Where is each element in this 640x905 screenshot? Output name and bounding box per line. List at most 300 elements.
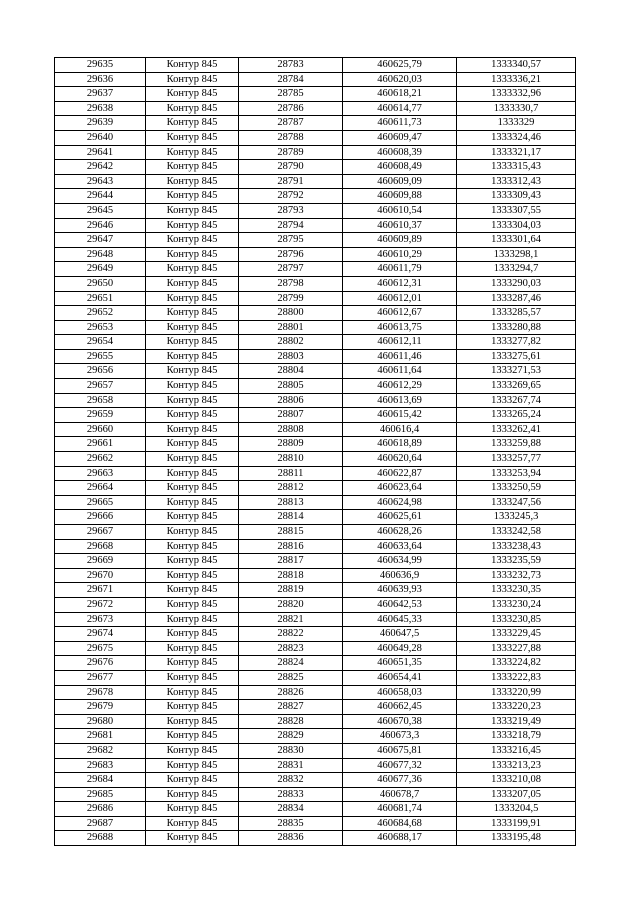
contour-name-cell: Контур 845 (146, 422, 239, 437)
x-coordinate-cell: 460612,67 (343, 306, 457, 321)
table-row (55, 349, 576, 364)
x-coordinate-cell: 460612,29 (343, 379, 457, 394)
x-coordinate-cell: 460609,89 (343, 233, 457, 248)
contour-name-cell: Контур 845 (146, 101, 239, 116)
x-coordinate-cell: 460612,01 (343, 291, 457, 306)
y-coordinate-cell: 1333250,59 (457, 481, 576, 496)
contour-name-cell: Контур 845 (146, 130, 239, 145)
contour-name-cell: Контур 845 (146, 831, 239, 846)
y-coordinate-cell: 1333280,88 (457, 320, 576, 335)
x-coordinate-cell: 460681,74 (343, 802, 457, 817)
contour-name-cell: Контур 845 (146, 72, 239, 87)
vertex-number-cell: 28828 (239, 714, 343, 729)
table-row (55, 714, 576, 729)
x-coordinate-cell: 460613,75 (343, 320, 457, 335)
x-coordinate-cell: 460678,7 (343, 787, 457, 802)
point-number-cell: 29639 (55, 116, 146, 131)
y-coordinate-cell: 1333298,1 (457, 247, 576, 262)
table-row (55, 422, 576, 437)
vertex-number-cell: 28814 (239, 510, 343, 525)
x-coordinate-cell: 460609,88 (343, 189, 457, 204)
point-number-cell: 29651 (55, 291, 146, 306)
contour-name-cell: Контур 845 (146, 758, 239, 773)
point-number-cell: 29641 (55, 145, 146, 160)
y-coordinate-cell: 1333275,61 (457, 349, 576, 364)
point-number-cell: 29649 (55, 262, 146, 277)
point-number-cell: 29654 (55, 335, 146, 350)
point-number-cell: 29671 (55, 583, 146, 598)
y-coordinate-cell: 1333309,43 (457, 189, 576, 204)
y-coordinate-cell: 1333207,05 (457, 787, 576, 802)
point-number-cell: 29670 (55, 568, 146, 583)
y-coordinate-cell: 1333204,5 (457, 802, 576, 817)
point-number-cell: 29643 (55, 174, 146, 189)
y-coordinate-cell: 1333287,46 (457, 291, 576, 306)
point-number-cell: 29645 (55, 203, 146, 218)
point-number-cell: 29640 (55, 130, 146, 145)
x-coordinate-cell: 460609,47 (343, 130, 457, 145)
table-row (55, 452, 576, 467)
table-row (55, 787, 576, 802)
table-row (55, 481, 576, 496)
y-coordinate-cell: 1333238,43 (457, 539, 576, 554)
contour-name-cell: Контур 845 (146, 510, 239, 525)
x-coordinate-cell: 460609,09 (343, 174, 457, 189)
contour-name-cell: Контур 845 (146, 714, 239, 729)
point-number-cell: 29642 (55, 160, 146, 175)
vertex-number-cell: 28827 (239, 700, 343, 715)
table-row (55, 203, 576, 218)
point-number-cell: 29655 (55, 349, 146, 364)
contour-name-cell: Контур 845 (146, 262, 239, 277)
contour-name-cell: Контур 845 (146, 641, 239, 656)
y-coordinate-cell: 1333245,3 (457, 510, 576, 525)
y-coordinate-cell: 1333267,74 (457, 393, 576, 408)
contour-name-cell: Контур 845 (146, 233, 239, 248)
y-coordinate-cell: 1333321,17 (457, 145, 576, 160)
x-coordinate-cell: 460677,36 (343, 773, 457, 788)
vertex-number-cell: 28817 (239, 554, 343, 569)
point-number-cell: 29673 (55, 612, 146, 627)
y-coordinate-cell: 1333220,23 (457, 700, 576, 715)
y-coordinate-cell: 1333312,43 (457, 174, 576, 189)
x-coordinate-cell: 460642,53 (343, 597, 457, 612)
contour-name-cell: Контур 845 (146, 364, 239, 379)
point-number-cell: 29644 (55, 189, 146, 204)
table-row (55, 233, 576, 248)
y-coordinate-cell: 1333265,24 (457, 408, 576, 423)
contour-name-cell: Контур 845 (146, 335, 239, 350)
x-coordinate-cell: 460654,41 (343, 670, 457, 685)
y-coordinate-cell: 1333213,23 (457, 758, 576, 773)
vertex-number-cell: 28816 (239, 539, 343, 554)
table-row (55, 116, 576, 131)
point-number-cell: 29681 (55, 729, 146, 744)
y-coordinate-cell: 1333247,56 (457, 495, 576, 510)
point-number-cell: 29662 (55, 452, 146, 467)
vertex-number-cell: 28819 (239, 583, 343, 598)
x-coordinate-cell: 460647,5 (343, 627, 457, 642)
vertex-number-cell: 28831 (239, 758, 343, 773)
y-coordinate-cell: 1333224,82 (457, 656, 576, 671)
table-row (55, 379, 576, 394)
table-row (55, 831, 576, 846)
contour-name-cell: Контур 845 (146, 160, 239, 175)
table-row (55, 291, 576, 306)
y-coordinate-cell: 1333210,08 (457, 773, 576, 788)
contour-name-cell: Контур 845 (146, 656, 239, 671)
table-row (55, 729, 576, 744)
contour-name-cell: Контур 845 (146, 525, 239, 540)
y-coordinate-cell: 1333262,41 (457, 422, 576, 437)
y-coordinate-cell: 1333230,35 (457, 583, 576, 598)
point-number-cell: 29679 (55, 700, 146, 715)
table-row (55, 335, 576, 350)
point-number-cell: 29669 (55, 554, 146, 569)
vertex-number-cell: 28783 (239, 58, 343, 73)
contour-name-cell: Контур 845 (146, 174, 239, 189)
contour-name-cell: Контур 845 (146, 189, 239, 204)
y-coordinate-cell: 1333271,53 (457, 364, 576, 379)
point-number-cell: 29682 (55, 743, 146, 758)
point-number-cell: 29635 (55, 58, 146, 73)
vertex-number-cell: 28823 (239, 641, 343, 656)
vertex-number-cell: 28788 (239, 130, 343, 145)
y-coordinate-cell: 1333199,91 (457, 816, 576, 831)
vertex-number-cell: 28832 (239, 773, 343, 788)
table-row (55, 816, 576, 831)
y-coordinate-cell: 1333304,03 (457, 218, 576, 233)
table-row (55, 583, 576, 598)
point-number-cell: 29685 (55, 787, 146, 802)
contour-name-cell: Контур 845 (146, 481, 239, 496)
x-coordinate-cell: 460613,69 (343, 393, 457, 408)
table-row (55, 408, 576, 423)
vertex-number-cell: 28829 (239, 729, 343, 744)
vertex-number-cell: 28810 (239, 452, 343, 467)
contour-name-cell: Контур 845 (146, 597, 239, 612)
y-coordinate-cell: 1333216,45 (457, 743, 576, 758)
point-number-cell: 29657 (55, 379, 146, 394)
y-coordinate-cell: 1333301,64 (457, 233, 576, 248)
contour-name-cell: Контур 845 (146, 393, 239, 408)
point-number-cell: 29684 (55, 773, 146, 788)
vertex-number-cell: 28805 (239, 379, 343, 394)
vertex-number-cell: 28824 (239, 656, 343, 671)
vertex-number-cell: 28801 (239, 320, 343, 335)
point-number-cell: 29667 (55, 525, 146, 540)
y-coordinate-cell: 1333227,88 (457, 641, 576, 656)
contour-name-cell: Контур 845 (146, 276, 239, 291)
x-coordinate-cell: 460670,38 (343, 714, 457, 729)
x-coordinate-cell: 460620,64 (343, 452, 457, 467)
vertex-number-cell: 28792 (239, 189, 343, 204)
x-coordinate-cell: 460611,73 (343, 116, 457, 131)
x-coordinate-cell: 460649,28 (343, 641, 457, 656)
vertex-number-cell: 28812 (239, 481, 343, 496)
x-coordinate-cell: 460622,87 (343, 466, 457, 481)
y-coordinate-cell: 1333294,7 (457, 262, 576, 277)
vertex-number-cell: 28802 (239, 335, 343, 350)
contour-name-cell: Контур 845 (146, 58, 239, 73)
contour-name-cell: Контур 845 (146, 452, 239, 467)
contour-name-cell: Контур 845 (146, 408, 239, 423)
table-row (55, 364, 576, 379)
table-row (55, 160, 576, 175)
vertex-number-cell: 28787 (239, 116, 343, 131)
point-number-cell: 29637 (55, 87, 146, 102)
point-number-cell: 29687 (55, 816, 146, 831)
vertex-number-cell: 28811 (239, 466, 343, 481)
point-number-cell: 29638 (55, 101, 146, 116)
x-coordinate-cell: 460645,33 (343, 612, 457, 627)
contour-name-cell: Контур 845 (146, 116, 239, 131)
contour-name-cell: Контур 845 (146, 87, 239, 102)
table-row (55, 437, 576, 452)
vertex-number-cell: 28789 (239, 145, 343, 160)
contour-name-cell: Контур 845 (146, 729, 239, 744)
y-coordinate-cell: 1333195,48 (457, 831, 576, 846)
y-coordinate-cell: 1333259,88 (457, 437, 576, 452)
contour-name-cell: Контур 845 (146, 773, 239, 788)
contour-name-cell: Контур 845 (146, 583, 239, 598)
y-coordinate-cell: 1333330,7 (457, 101, 576, 116)
vertex-number-cell: 28822 (239, 627, 343, 642)
contour-name-cell: Контур 845 (146, 291, 239, 306)
x-coordinate-cell: 460688,17 (343, 831, 457, 846)
vertex-number-cell: 28784 (239, 72, 343, 87)
vertex-number-cell: 28807 (239, 408, 343, 423)
vertex-number-cell: 28833 (239, 787, 343, 802)
point-number-cell: 29672 (55, 597, 146, 612)
x-coordinate-cell: 460608,49 (343, 160, 457, 175)
x-coordinate-cell: 460611,79 (343, 262, 457, 277)
table-row (55, 466, 576, 481)
table-row (55, 627, 576, 642)
point-number-cell: 29676 (55, 656, 146, 671)
vertex-number-cell: 28836 (239, 831, 343, 846)
contour-name-cell: Контур 845 (146, 218, 239, 233)
y-coordinate-cell: 1333242,58 (457, 525, 576, 540)
table-row (55, 641, 576, 656)
x-coordinate-cell: 460614,77 (343, 101, 457, 116)
table-row (55, 393, 576, 408)
x-coordinate-cell: 460675,81 (343, 743, 457, 758)
vertex-number-cell: 28820 (239, 597, 343, 612)
table-row (55, 495, 576, 510)
vertex-number-cell: 28834 (239, 802, 343, 817)
x-coordinate-cell: 460628,26 (343, 525, 457, 540)
contour-name-cell: Контур 845 (146, 203, 239, 218)
table-row (55, 58, 576, 73)
x-coordinate-cell: 460610,37 (343, 218, 457, 233)
contour-name-cell: Контур 845 (146, 320, 239, 335)
y-coordinate-cell: 1333235,59 (457, 554, 576, 569)
x-coordinate-cell: 460611,64 (343, 364, 457, 379)
table-row (55, 247, 576, 262)
x-coordinate-cell: 460618,89 (343, 437, 457, 452)
x-coordinate-cell: 460625,79 (343, 58, 457, 73)
y-coordinate-cell: 1333257,77 (457, 452, 576, 467)
table-row (55, 758, 576, 773)
point-number-cell: 29660 (55, 422, 146, 437)
contour-name-cell: Контур 845 (146, 437, 239, 452)
point-number-cell: 29665 (55, 495, 146, 510)
vertex-number-cell: 28815 (239, 525, 343, 540)
x-coordinate-cell: 460662,45 (343, 700, 457, 715)
contour-name-cell: Контур 845 (146, 306, 239, 321)
y-coordinate-cell: 1333277,82 (457, 335, 576, 350)
contour-name-cell: Контур 845 (146, 787, 239, 802)
table-row (55, 743, 576, 758)
vertex-number-cell: 28804 (239, 364, 343, 379)
y-coordinate-cell: 1333218,79 (457, 729, 576, 744)
x-coordinate-cell: 460623,64 (343, 481, 457, 496)
vertex-number-cell: 28791 (239, 174, 343, 189)
x-coordinate-cell: 460651,35 (343, 656, 457, 671)
x-coordinate-cell: 460673,3 (343, 729, 457, 744)
vertex-number-cell: 28825 (239, 670, 343, 685)
x-coordinate-cell: 460611,46 (343, 349, 457, 364)
vertex-number-cell: 28818 (239, 568, 343, 583)
table-row (55, 218, 576, 233)
point-number-cell: 29658 (55, 393, 146, 408)
x-coordinate-cell: 460677,32 (343, 758, 457, 773)
contour-name-cell: Контур 845 (146, 554, 239, 569)
contour-name-cell: Контур 845 (146, 539, 239, 554)
y-coordinate-cell: 1333232,73 (457, 568, 576, 583)
vertex-number-cell: 28803 (239, 349, 343, 364)
vertex-number-cell: 28830 (239, 743, 343, 758)
y-coordinate-cell: 1333285,57 (457, 306, 576, 321)
point-number-cell: 29668 (55, 539, 146, 554)
vertex-number-cell: 28813 (239, 495, 343, 510)
contour-name-cell: Контур 845 (146, 670, 239, 685)
table-row (55, 597, 576, 612)
point-number-cell: 29656 (55, 364, 146, 379)
table-row (55, 539, 576, 554)
contour-name-cell: Контур 845 (146, 466, 239, 481)
point-number-cell: 29664 (55, 481, 146, 496)
y-coordinate-cell: 1333340,57 (457, 58, 576, 73)
vertex-number-cell: 28786 (239, 101, 343, 116)
contour-name-cell: Контур 845 (146, 816, 239, 831)
x-coordinate-cell: 460639,93 (343, 583, 457, 598)
vertex-number-cell: 28835 (239, 816, 343, 831)
point-number-cell: 29683 (55, 758, 146, 773)
contour-name-cell: Контур 845 (146, 627, 239, 642)
vertex-number-cell: 28806 (239, 393, 343, 408)
table-row (55, 700, 576, 715)
point-number-cell: 29653 (55, 320, 146, 335)
coordinates-table-body (55, 58, 576, 846)
contour-name-cell: Контур 845 (146, 743, 239, 758)
vertex-number-cell: 28795 (239, 233, 343, 248)
y-coordinate-cell: 1333329 (457, 116, 576, 131)
table-row (55, 189, 576, 204)
point-number-cell: 29646 (55, 218, 146, 233)
table-row (55, 510, 576, 525)
point-number-cell: 29666 (55, 510, 146, 525)
table-row (55, 773, 576, 788)
y-coordinate-cell: 1333336,21 (457, 72, 576, 87)
point-number-cell: 29663 (55, 466, 146, 481)
vertex-number-cell: 28797 (239, 262, 343, 277)
table-row (55, 72, 576, 87)
table-row (55, 276, 576, 291)
y-coordinate-cell: 1333220,99 (457, 685, 576, 700)
y-coordinate-cell: 1333315,43 (457, 160, 576, 175)
contour-name-cell: Контур 845 (146, 685, 239, 700)
point-number-cell: 29636 (55, 72, 146, 87)
x-coordinate-cell: 460615,42 (343, 408, 457, 423)
point-number-cell: 29652 (55, 306, 146, 321)
y-coordinate-cell: 1333290,03 (457, 276, 576, 291)
y-coordinate-cell: 1333253,94 (457, 466, 576, 481)
vertex-number-cell: 28826 (239, 685, 343, 700)
x-coordinate-cell: 460612,11 (343, 335, 457, 350)
table-row (55, 130, 576, 145)
contour-name-cell: Контур 845 (146, 568, 239, 583)
y-coordinate-cell: 1333230,24 (457, 597, 576, 612)
vertex-number-cell: 28821 (239, 612, 343, 627)
table-row (55, 87, 576, 102)
y-coordinate-cell: 1333332,96 (457, 87, 576, 102)
x-coordinate-cell: 460620,03 (343, 72, 457, 87)
table-row (55, 568, 576, 583)
table-row (55, 802, 576, 817)
coordinates-table (54, 57, 576, 846)
y-coordinate-cell: 1333307,55 (457, 203, 576, 218)
table-row (55, 525, 576, 540)
y-coordinate-cell: 1333219,49 (457, 714, 576, 729)
y-coordinate-cell: 1333269,65 (457, 379, 576, 394)
x-coordinate-cell: 460633,64 (343, 539, 457, 554)
y-coordinate-cell: 1333222,83 (457, 670, 576, 685)
point-number-cell: 29661 (55, 437, 146, 452)
vertex-number-cell: 28793 (239, 203, 343, 218)
point-number-cell: 29674 (55, 627, 146, 642)
contour-name-cell: Контур 845 (146, 700, 239, 715)
x-coordinate-cell: 460608,39 (343, 145, 457, 160)
point-number-cell: 29648 (55, 247, 146, 262)
point-number-cell: 29675 (55, 641, 146, 656)
vertex-number-cell: 28809 (239, 437, 343, 452)
x-coordinate-cell: 460625,61 (343, 510, 457, 525)
table-row (55, 145, 576, 160)
point-number-cell: 29680 (55, 714, 146, 729)
point-number-cell: 29659 (55, 408, 146, 423)
point-number-cell: 29650 (55, 276, 146, 291)
point-number-cell: 29678 (55, 685, 146, 700)
table-row (55, 262, 576, 277)
point-number-cell: 29677 (55, 670, 146, 685)
vertex-number-cell: 28785 (239, 87, 343, 102)
x-coordinate-cell: 460658,03 (343, 685, 457, 700)
vertex-number-cell: 28800 (239, 306, 343, 321)
table-row (55, 554, 576, 569)
table-row (55, 174, 576, 189)
table-row (55, 656, 576, 671)
contour-name-cell: Контур 845 (146, 495, 239, 510)
vertex-number-cell: 28794 (239, 218, 343, 233)
y-coordinate-cell: 1333324,46 (457, 130, 576, 145)
table-row (55, 101, 576, 116)
table-row (55, 306, 576, 321)
point-number-cell: 29686 (55, 802, 146, 817)
x-coordinate-cell: 460618,21 (343, 87, 457, 102)
vertex-number-cell: 28790 (239, 160, 343, 175)
